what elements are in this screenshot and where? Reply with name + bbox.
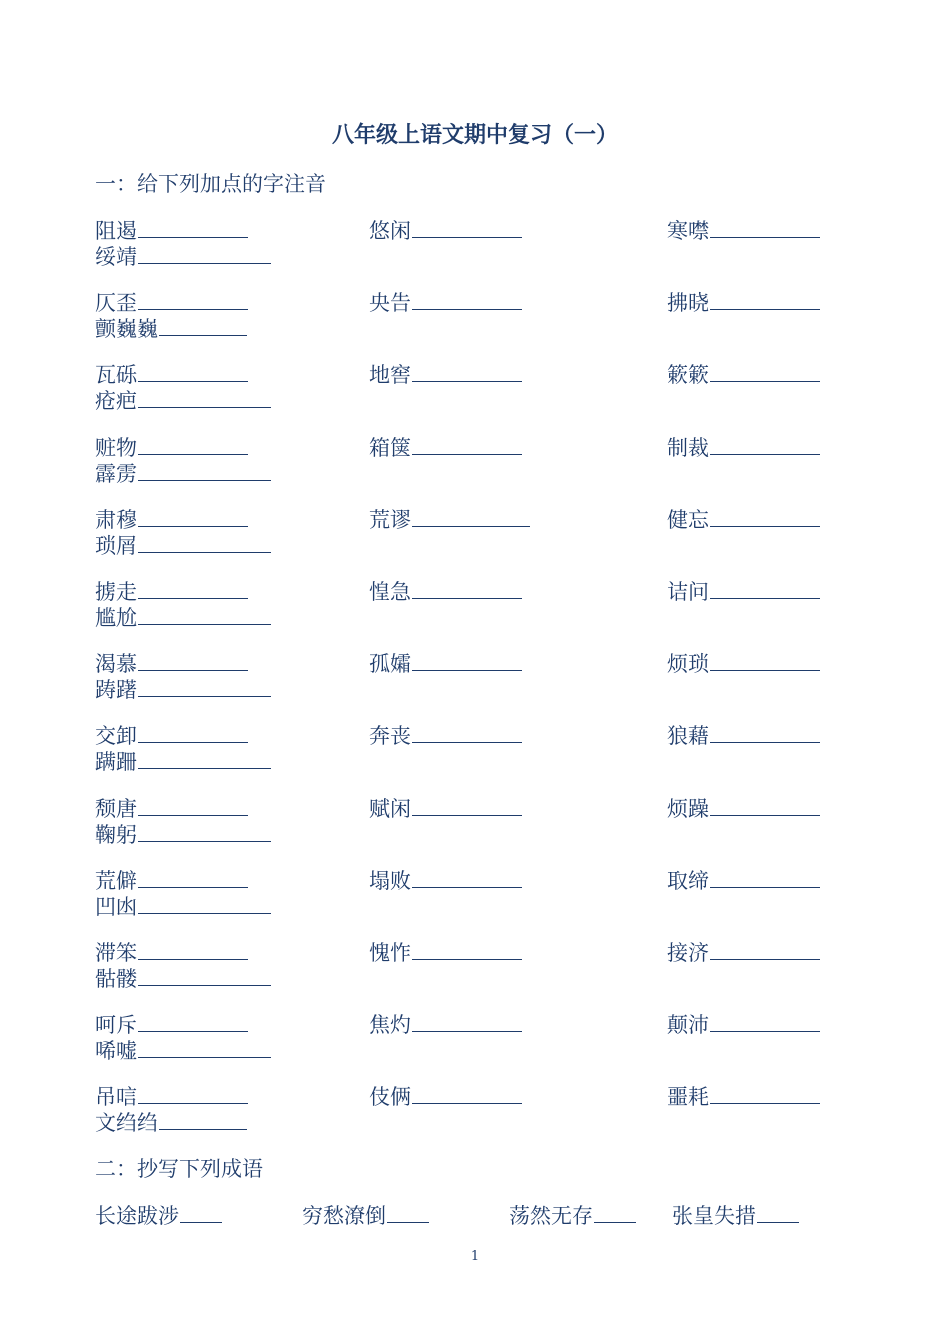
answer-blank[interactable] — [138, 867, 248, 888]
word: 烦琐 — [667, 652, 709, 676]
word: 簌簌 — [667, 363, 709, 387]
word: 掳走 — [95, 580, 137, 604]
word: 瓦砾 — [95, 363, 137, 387]
word: 取缔 — [667, 869, 709, 893]
pinyin-item — [369, 432, 522, 462]
answer-blank[interactable] — [412, 434, 522, 455]
word: 央告 — [369, 291, 411, 315]
pinyin-item — [95, 458, 271, 488]
answer-blank[interactable] — [138, 578, 248, 599]
pinyin-item — [667, 432, 820, 462]
word: 烦躁 — [667, 797, 709, 821]
answer-blank[interactable] — [412, 722, 522, 743]
pinyin-item — [667, 1009, 820, 1039]
word: 焦灼 — [369, 1013, 411, 1037]
answer-blank[interactable] — [710, 1011, 820, 1032]
pinyin-item — [369, 1009, 522, 1039]
pinyin-item — [667, 720, 820, 750]
pinyin-item — [667, 215, 820, 245]
pinyin-item — [667, 359, 820, 389]
answer-blank[interactable] — [138, 243, 271, 264]
word: 诘问 — [667, 580, 709, 604]
answer-blank[interactable] — [412, 1011, 522, 1032]
word: 拂晓 — [667, 291, 709, 315]
answer-blank[interactable] — [180, 1202, 222, 1223]
word: 蹒跚 — [95, 750, 137, 774]
answer-blank[interactable] — [710, 939, 820, 960]
pinyin-item — [95, 530, 271, 560]
word: 接济 — [667, 941, 709, 965]
answer-blank[interactable] — [412, 506, 530, 527]
word: 箱箧 — [369, 436, 411, 460]
answer-blank[interactable] — [412, 867, 522, 888]
answer-blank[interactable] — [710, 650, 820, 671]
word: 孤孀 — [369, 652, 411, 676]
pinyin-item-row — [95, 1009, 855, 1061]
pinyin-item — [95, 241, 271, 271]
word: 滞笨 — [95, 941, 137, 965]
pinyin-item — [369, 359, 522, 389]
pinyin-item — [667, 1081, 820, 1111]
word: 尴尬 — [95, 606, 137, 630]
word: 荒僻 — [95, 869, 137, 893]
answer-blank[interactable] — [710, 867, 820, 888]
answer-blank[interactable] — [138, 795, 248, 816]
answer-blank[interactable] — [412, 289, 522, 310]
word: 呵斥 — [95, 1013, 137, 1037]
pinyin-item — [667, 865, 820, 895]
answer-blank[interactable] — [412, 1083, 522, 1104]
pinyin-item — [667, 504, 820, 534]
word: 仄歪 — [95, 291, 137, 315]
word: 愧怍 — [369, 941, 411, 965]
idiom-item: 穷愁潦倒 — [302, 1200, 429, 1230]
answer-blank[interactable] — [710, 722, 820, 743]
answer-blank[interactable] — [710, 434, 820, 455]
word: 绥靖 — [95, 245, 137, 269]
answer-blank[interactable] — [412, 217, 522, 238]
pinyin-item — [667, 576, 820, 606]
pinyin-item — [369, 793, 522, 823]
page-number: 1 — [470, 1249, 480, 1264]
word: 地窖 — [369, 363, 411, 387]
pinyin-item — [667, 287, 820, 317]
word: 鞠躬 — [95, 823, 137, 847]
answer-blank[interactable] — [138, 1083, 248, 1104]
pinyin-item-row — [95, 576, 855, 628]
word: 文绉绉 — [95, 1111, 158, 1135]
idiom-item: 长途跋涉 — [95, 1200, 222, 1230]
word: 骷髅 — [95, 967, 137, 991]
section-1-heading: 一：给下列加点的字注音 — [95, 172, 326, 196]
pinyin-item-row — [95, 215, 855, 267]
word: 奔丧 — [369, 724, 411, 748]
answer-blank[interactable] — [138, 821, 271, 842]
answer-blank[interactable] — [710, 1083, 820, 1104]
idiom-item: 荡然无存 — [509, 1200, 636, 1230]
answer-blank[interactable] — [138, 506, 248, 527]
word: 惶急 — [369, 580, 411, 604]
answer-blank[interactable] — [138, 1037, 271, 1058]
pinyin-item — [95, 313, 247, 343]
word: 颤巍巍 — [95, 317, 158, 341]
word: 颓唐 — [95, 797, 137, 821]
word: 凹凼 — [95, 895, 137, 919]
answer-blank[interactable] — [412, 939, 522, 960]
pinyin-item-row — [95, 937, 855, 989]
answer-blank[interactable] — [138, 217, 248, 238]
answer-blank[interactable] — [412, 650, 522, 671]
idiom-item: 张皇失措 — [672, 1200, 799, 1230]
pinyin-item — [95, 602, 271, 632]
answer-blank[interactable] — [159, 1109, 247, 1130]
pinyin-item — [95, 1107, 247, 1137]
word: 渴慕 — [95, 652, 137, 676]
word: 悠闲 — [369, 219, 411, 243]
pinyin-item — [95, 385, 271, 415]
pinyin-item — [369, 937, 522, 967]
answer-blank[interactable] — [138, 650, 248, 671]
pinyin-item — [667, 937, 820, 967]
answer-blank[interactable] — [710, 217, 820, 238]
answer-blank[interactable] — [710, 795, 820, 816]
word: 琐屑 — [95, 534, 137, 558]
pinyin-item-row — [95, 720, 855, 772]
answer-blank[interactable] — [138, 460, 271, 481]
word: 阻遏 — [95, 219, 137, 243]
answer-blank[interactable] — [138, 939, 248, 960]
answer-blank[interactable] — [412, 795, 522, 816]
pinyin-item — [95, 963, 271, 993]
answer-blank[interactable] — [159, 315, 247, 336]
pinyin-item-row — [95, 287, 855, 339]
answer-blank[interactable] — [138, 532, 271, 553]
word: 健忘 — [667, 508, 709, 532]
word: 塌败 — [369, 869, 411, 893]
word: 霹雳 — [95, 462, 137, 486]
word: 荒谬 — [369, 508, 411, 532]
idiom-copy-list — [95, 1200, 855, 1230]
pinyin-item — [369, 865, 522, 895]
pinyin-item — [95, 891, 271, 921]
word: 寒噤 — [667, 219, 709, 243]
pinyin-item-row — [95, 1081, 855, 1133]
pinyin-item — [369, 504, 530, 534]
answer-blank[interactable] — [138, 748, 271, 769]
word: 赋闲 — [369, 797, 411, 821]
pinyin-item-row — [95, 865, 855, 917]
pinyin-item-row — [95, 504, 855, 556]
answer-blank[interactable] — [387, 1202, 429, 1223]
answer-blank[interactable] — [710, 361, 820, 382]
answer-blank[interactable] — [710, 506, 820, 527]
answer-blank[interactable] — [710, 289, 820, 310]
word: 唏嘘 — [95, 1039, 137, 1063]
pinyin-item — [369, 576, 522, 606]
answer-blank[interactable] — [138, 289, 248, 310]
answer-blank[interactable] — [138, 722, 248, 743]
pinyin-item — [369, 1081, 522, 1111]
word: 狼藉 — [667, 724, 709, 748]
pinyin-item — [369, 287, 522, 317]
word: 踌躇 — [95, 678, 137, 702]
answer-blank[interactable] — [710, 578, 820, 599]
word: 交卸 — [95, 724, 137, 748]
answer-blank[interactable] — [138, 434, 248, 455]
answer-blank[interactable] — [138, 361, 248, 382]
pinyin-item-row — [95, 432, 855, 484]
pinyin-item — [95, 819, 271, 849]
answer-blank[interactable] — [138, 387, 271, 408]
pinyin-item — [95, 674, 271, 704]
pinyin-item — [369, 648, 522, 678]
answer-blank[interactable] — [138, 604, 271, 625]
pinyin-item — [369, 215, 522, 245]
page-title: 八年级上语文期中复习（一） — [331, 122, 618, 148]
answer-blank[interactable] — [138, 893, 271, 914]
pinyin-item-row — [95, 793, 855, 845]
pinyin-item-row — [95, 648, 855, 700]
answer-blank[interactable] — [412, 361, 522, 382]
section-2-heading: 二：抄写下列成语 — [95, 1157, 263, 1181]
pinyin-item — [667, 648, 820, 678]
word: 噩耗 — [667, 1085, 709, 1109]
word: 肃穆 — [95, 508, 137, 532]
word: 伎俩 — [369, 1085, 411, 1109]
answer-blank[interactable] — [594, 1202, 636, 1223]
pinyin-item — [369, 720, 522, 750]
word: 赃物 — [95, 436, 137, 460]
answer-blank[interactable] — [757, 1202, 799, 1223]
pinyin-item-row — [95, 359, 855, 411]
word: 颠沛 — [667, 1013, 709, 1037]
pinyin-item — [95, 746, 271, 776]
pinyin-item — [95, 1035, 271, 1065]
answer-blank[interactable] — [412, 578, 522, 599]
word: 疮疤 — [95, 389, 137, 413]
word: 吊唁 — [95, 1085, 137, 1109]
word: 制裁 — [667, 436, 709, 460]
answer-blank[interactable] — [138, 965, 271, 986]
pinyin-item — [667, 793, 820, 823]
answer-blank[interactable] — [138, 1011, 248, 1032]
answer-blank[interactable] — [138, 676, 271, 697]
